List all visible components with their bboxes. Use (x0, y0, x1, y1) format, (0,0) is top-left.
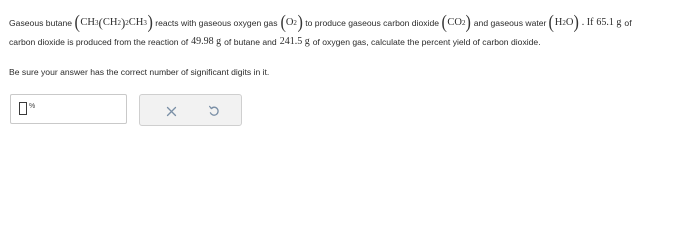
x-icon (166, 106, 177, 117)
problem-statement (9, 12, 697, 50)
carbon-dioxide-formula: ( CO 2 ) (441, 12, 472, 33)
text-segment: carbon dioxide is produced from the reaction of (9, 37, 189, 47)
butane-formula: ( CH 3 ( CH 2 ) 2 CH 3 ) (74, 12, 153, 33)
sig-fig-instruction: Be sure your answer has the correct number of significant digits in it. (9, 67, 270, 77)
text-segment: of (624, 18, 632, 28)
undo-button[interactable] (203, 101, 225, 121)
text-segment: of butane and (224, 37, 277, 47)
undo-icon (208, 105, 220, 117)
text-segment: . If (581, 17, 594, 28)
answer-actions (139, 94, 242, 126)
text-segment: and gaseous water (473, 18, 547, 28)
text-segment: to produce gaseous carbon dioxide (305, 18, 440, 28)
water-formula: ( H 2 O ) (548, 12, 580, 33)
problem-line-1 (9, 12, 697, 34)
butane-mass-value: 49.98 g (191, 36, 222, 47)
oxygen-mass-value: 241.5 g (279, 36, 310, 47)
text-segment: of oxygen gas, calculate the percent yield of carbon dioxide. (312, 37, 541, 47)
co2-mass-value: 65.1 g (596, 17, 622, 28)
clear-button[interactable] (160, 101, 182, 121)
text-segment: reacts with gaseous oxygen gas (155, 18, 278, 28)
percent-unit-label: % (29, 103, 36, 110)
text-segment: Gaseous butane (9, 18, 73, 28)
answer-field-container (10, 94, 127, 124)
problem-line-2 (9, 34, 697, 50)
oxygen-formula: ( O 2 ) (279, 12, 303, 33)
answer-input[interactable] (19, 102, 27, 115)
